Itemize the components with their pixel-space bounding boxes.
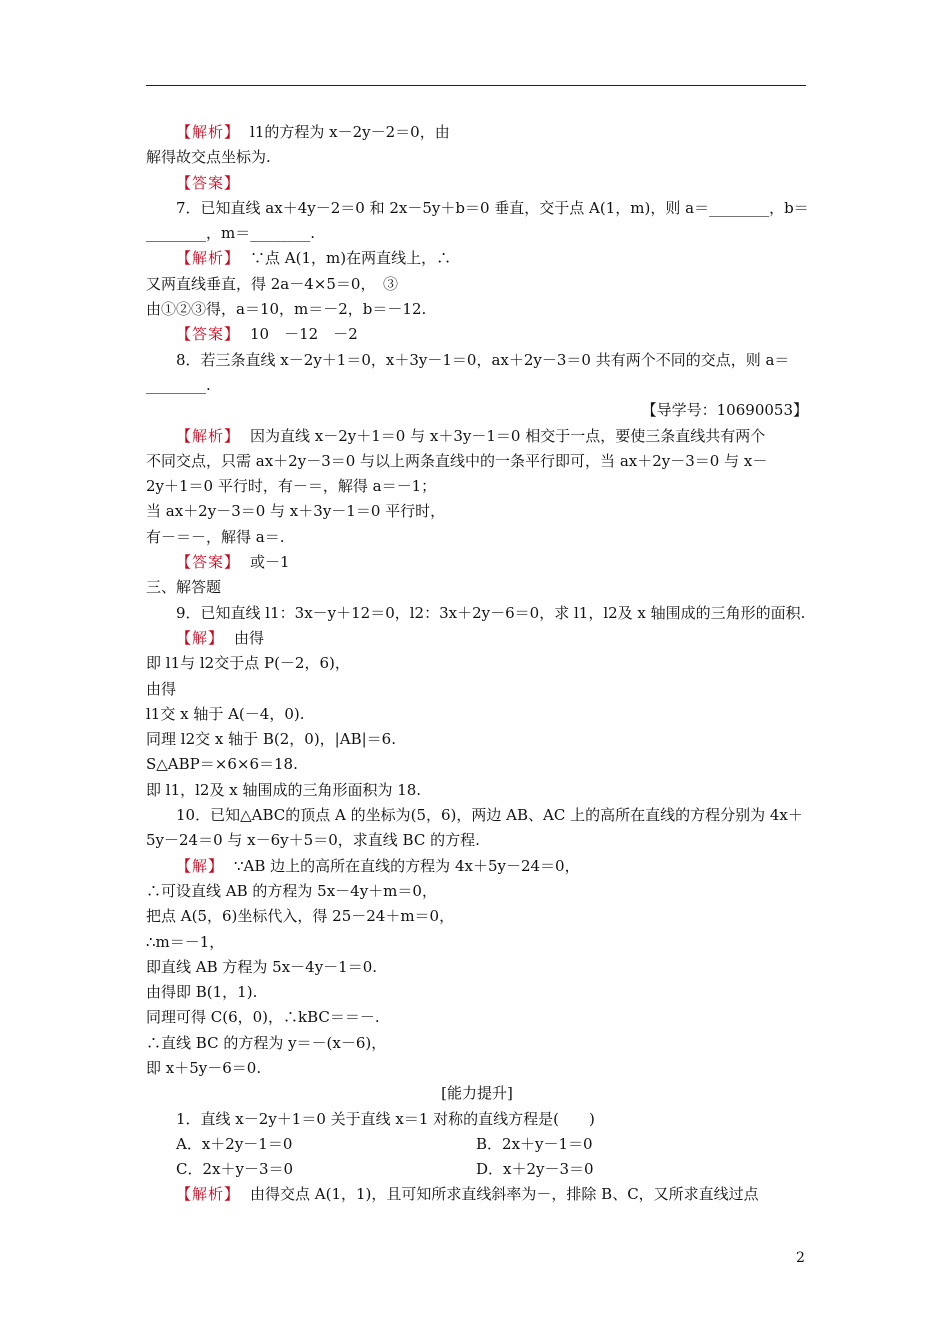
text-line: l1交 x 轴于 A(－4，0). [146,704,305,723]
line-text: ∵AB 边上的高所在直线的方程为 4x＋5y－24＝0， [234,856,580,875]
text-line: 同理可得 C(6，0)，∴kBC＝＝－. [146,1008,380,1027]
text-line: 把点 A(5，6)坐标代入，得 25－24＋m＝0， [146,907,455,926]
option-d: D．x＋2y－3＝0 [476,1160,594,1179]
option-b: B．2x＋y－1＝0 [476,1134,593,1153]
options-row [146,1157,808,1182]
text-line [146,171,808,196]
text-line [146,550,808,575]
text-line: ∴m＝－1， [146,932,225,951]
text-line: 不同交点，只需 ax＋2y－3＝0 与以上两条直线中的一条平行即可，当 ax＋2y－3＝0 与 x－ [146,451,768,470]
line-text: 因为直线 x－2y＋1＝0 与 x＋3y－1＝0 相交于一点，要使三条直线共有两个 [250,426,766,445]
text-line: ________. [146,375,211,394]
text-line [146,854,808,879]
daan-tag: 【答案】 [176,325,241,344]
text-line: 又两直线垂直，得 2a－4×5＝0， ③ [146,274,398,293]
text-line [146,424,808,449]
option-a: A．x＋2y－1＝0 [176,1134,293,1153]
jie-tag: 【解】 [176,856,225,875]
text-line: ∴直线 BC 的方程为 y＝－(x－6)， [146,1033,387,1052]
jiexi-tag: 【解析】 [176,1185,241,1204]
answer-text: 10 －12 －2 [250,325,358,344]
options-row [146,1132,808,1157]
section-heading: 三、解答题 [146,578,222,597]
text-line [146,626,808,651]
text-line: 即 x＋5y－6＝0. [146,1058,262,1077]
text-line: 同理 l2交 x 轴于 B(2，0)，|AB|＝6. [146,730,396,749]
document-body [146,120,808,1208]
jiexi-tag: 【解析】 [176,249,241,268]
text-line: S△ABP＝×6×6＝18. [146,755,298,774]
option-c: C．2x＋y－3＝0 [176,1160,294,1179]
question-8: 8．若三条直线 x－2y＋1＝0，x＋3y－1＝0，ax＋2y－3＝0 共有两个不同的交点，则 a＝ [176,350,790,369]
text-line: 2y＋1＝0 平行时，有－＝，解得 a＝－1； [146,477,437,496]
text-line: 解得故交点坐标为. [146,148,271,167]
guide-number: 【导学号：10690053】 [641,401,808,420]
daan-tag: 【答案】 [176,553,241,572]
text-line: 5y－24＝0 与 x－6y＋5＝0，求直线 BC 的方程. [146,831,480,850]
question-10: 10．已知△ABC的顶点 A 的坐标为(5，6)，两边 AB、AC 上的高所在直线的方程分别为 4x＋ [176,806,803,825]
line-text: 由得交点 A(1，1)，且可知所求直线斜率为－，排除 B、C，又所求直线过点 [250,1185,759,1204]
answer-text: 或－1 [250,553,290,572]
jiexi-tag: 【解析】 [176,123,241,141]
jiexi-tag: 【解析】 [176,426,241,445]
jie-tag: 【解】 [176,628,225,647]
daan-tag: 【答案】 [176,173,241,192]
text-line: 即 l1，l2及 x 轴围成的三角形面积为 18. [146,780,422,799]
text-line: ∴可设直线 AB 的方程为 5x－4y＋m＝0， [146,881,437,900]
text-line: ________，m＝________. [146,224,315,243]
text-line: 由①②③得，a＝10，m＝－2，b＝－12. [146,300,427,319]
text-line [146,120,808,145]
question-7: 7．已知直线 ax＋4y－2＝0 和 2x－5y＋b＝0 垂直，交于点 A(1，m)，则 a＝________，b＝ [176,198,809,217]
line-text: ∵点 A(1，m)在两直线上，∴ [250,249,452,268]
page-number: 2 [796,1250,805,1266]
text-line: 由得即 B(1，1). [146,983,258,1002]
text-line: 有－＝－，解得 a＝. [146,527,285,546]
section-heading-ability: [能力提升] [441,1084,513,1103]
text-line [146,246,808,271]
text-line: 即直线 AB 方程为 5x－4y－1＝0. [146,957,378,976]
line-text: l1的方程为 x－2y－2＝0，由 [250,123,450,141]
header-rule [146,85,806,86]
text-line [146,1182,808,1207]
text-line [146,322,808,347]
question-9: 9．已知直线 l1：3x－y＋12＝0，l2：3x＋2y－6＝0，求 l1，l2及 x 轴围成的三角形的面积. [176,603,806,622]
text-line: 由得 [146,679,177,698]
text-line: 即 l1与 l2交于点 P(－2，6)， [146,654,350,673]
line-text: 由得 [234,628,265,647]
question-1: 1．直线 x－2y＋1＝0 关于直线 x＝1 对称的直线方程是( ) [176,1109,595,1128]
text-line: 当 ax＋2y－3＝0 与 x＋3y－1＝0 平行时， [146,502,446,521]
